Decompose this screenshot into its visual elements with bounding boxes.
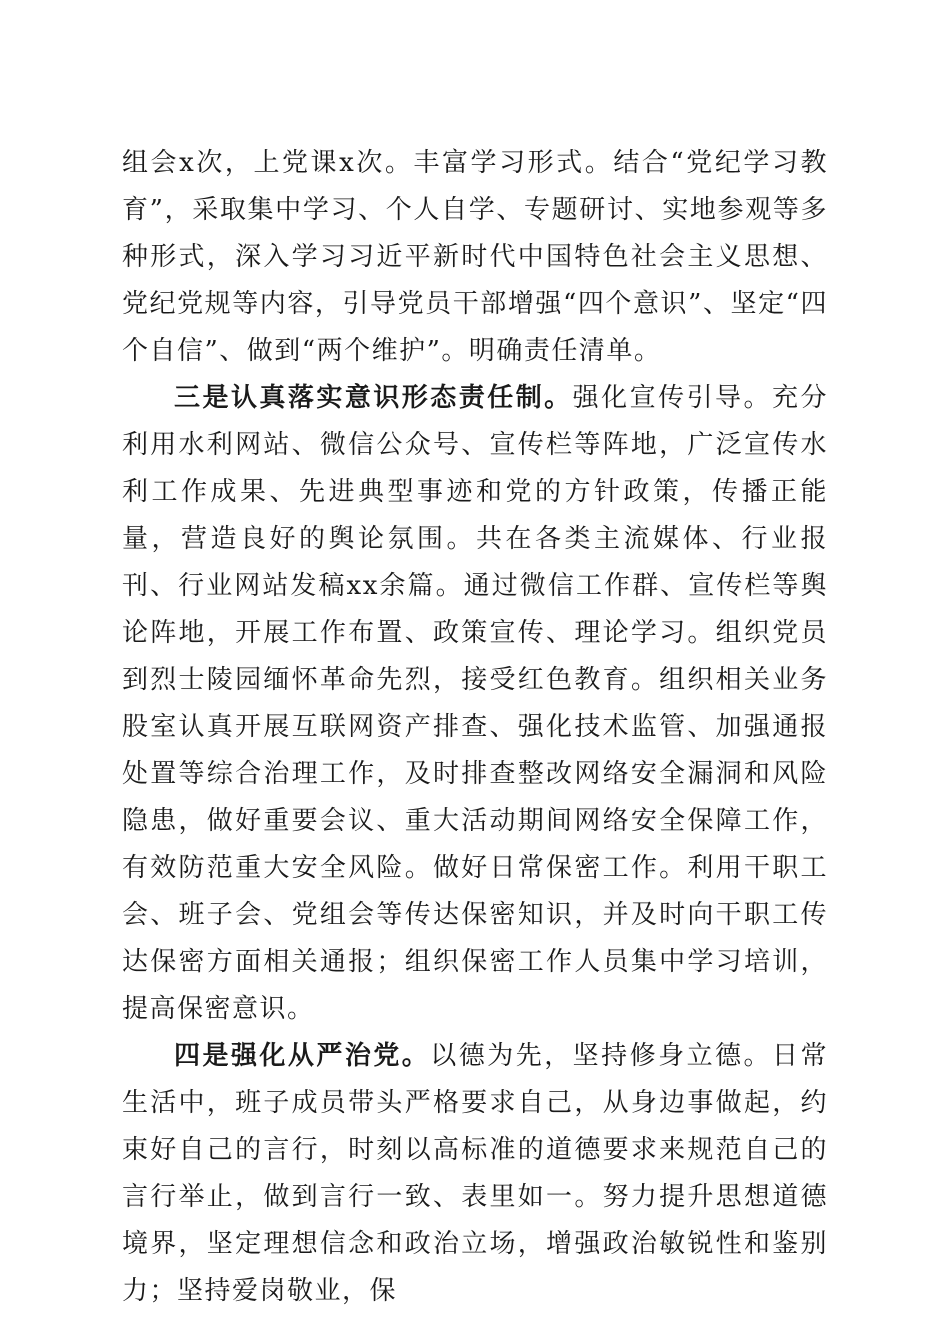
paragraph-continuation (122, 140, 828, 375)
paragraph-body: 以德为先，坚持修身立德。日常生活中，班子成员带头严格要求自己，从身边事做起，约束好自己的言行，时刻以高标准的道德要求来规范自己的言行举止，做到言行一致、表里如一。努力提升思想道德境界，坚定理想信念和政治立场，增强政治敏锐性和鉴别力；坚持爱岗敬业，保 (122, 1041, 828, 1306)
paragraph-lead: 三是认真落实意识形态责任制。 (174, 383, 573, 413)
paragraph-lead: 四是强化从严治党。 (174, 1041, 431, 1071)
paragraph-body: 组会x次，上党课x次。丰富学习形式。结合“党纪学习教育”，采取集中学习、个人自学、专题研讨、实地参观等多种形式，深入学习习近平新时代中国特色社会主义思想、党纪党规等内容，引导党员干部增强“四个意识”、坚定“四个自信”、做到“两个维护”。明确责任清单。 (122, 148, 828, 366)
document-body (122, 140, 828, 1315)
paragraph-ideology-responsibility (122, 375, 828, 1033)
paragraph-body: 强化宣传引导。充分利用水利网站、微信公众号、宣传栏等阵地，广泛宣传水利工作成果、先进典型事迹和党的方针政策，传播正能量，营造良好的舆论氛围。共在各类主流媒体、行业报刊、行业网站发稿xx余篇。通过微信工作群、宣传栏等舆论阵地，开展工作布置、政策宣传、理论学习。组织党员到烈士陵园缅怀革命先烈，接受红色教育。组织相关业务股室认真开展互联网资产排查、强化技术监管、加强通报处置等综合治理工作，及时排查整改网络安全漏洞和风险隐患，做好重要会议、重大活动期间网络安全保障工作，有效防范重大安全风险。做好日常保密工作。利用干职工会、班子会、党组会等传达保密知识，并及时向干职工传达保密方面相关通报；组织保密工作人员集中学习培训，提高保密意识。 (122, 383, 828, 1024)
paragraph-strict-party-governance (122, 1033, 828, 1315)
